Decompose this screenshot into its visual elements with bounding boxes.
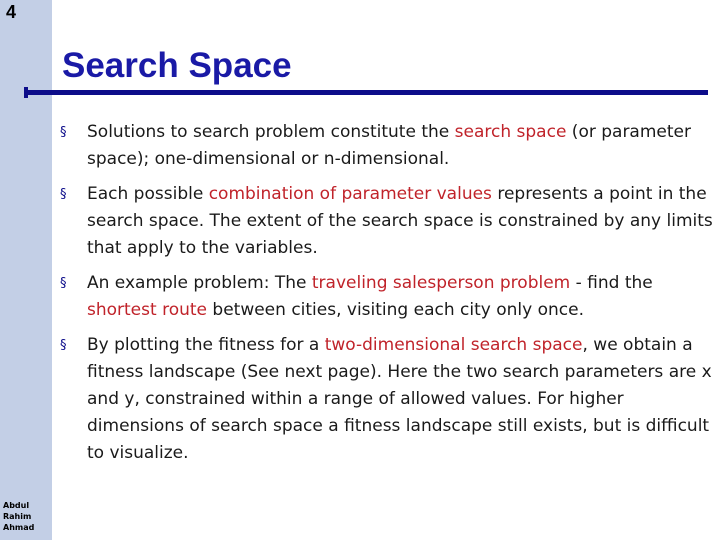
bullet-item — [58, 119, 718, 173]
bullet-marker-icon: § — [60, 187, 67, 202]
bullet-item — [58, 332, 718, 467]
highlighted-term: two-dimensional search space — [324, 335, 583, 355]
bullet-marker-icon: § — [60, 125, 67, 140]
bullet-text: By plotting the fitness for a — [87, 335, 325, 355]
author-first-name: Abdul — [3, 501, 30, 510]
slide-number: 4 — [5, 2, 16, 22]
author-name — [0, 500, 43, 533]
bullet-text: , we obtain a fitness landscape (See next page). Here the two search parameters are x and y, constrained within a range of allowed values. For higher dimensions of search space a fitness landscape still exists, but is difficult to visualize. — [87, 335, 712, 463]
bullet-text: Each possible — [87, 184, 209, 204]
bullet-text: Solutions to search problem constitute the — [87, 122, 455, 142]
highlighted-term: combination of parameter values — [208, 184, 492, 204]
bullet-text: represents a point in the search space. The extent of the search space is constrained by any limits that apply to the variables. — [87, 184, 713, 258]
bullet-text: between cities, visiting each city only once. — [207, 300, 584, 320]
bullet-item — [58, 181, 718, 262]
bullet-marker-icon: § — [60, 338, 67, 353]
bullet-text: An example problem: The — [87, 273, 312, 293]
bullet-text: - find the — [570, 273, 653, 293]
sidebar-band — [0, 0, 52, 540]
highlighted-term: traveling salesperson problem — [311, 273, 571, 293]
bullet-marker-icon: § — [60, 276, 67, 291]
bullet-list — [58, 119, 718, 475]
author-last-name: Ahmad — [3, 523, 35, 532]
highlighted-term: search space — [454, 122, 567, 142]
author-middle-name: Rahim — [3, 512, 32, 521]
title-underline — [24, 90, 708, 95]
bullet-text: (or parameter space); one-dimensional or n-dimensional. — [87, 122, 691, 169]
slide-title: Search Space — [62, 46, 292, 85]
bullet-item — [58, 270, 718, 324]
highlighted-term: shortest route — [87, 300, 207, 320]
